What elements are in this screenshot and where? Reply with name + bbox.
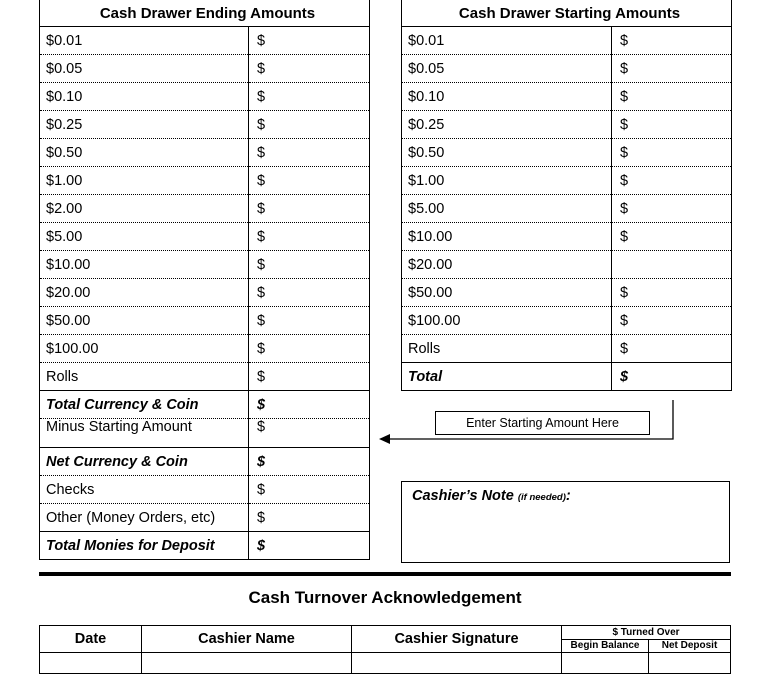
starting-row-label: $0.01	[402, 27, 612, 55]
ending-row-amount[interactable]: $	[249, 27, 370, 55]
ending-row-label: $20.00	[40, 279, 249, 307]
ending-total-amount[interactable]: $	[249, 391, 370, 419]
starting-amounts-table	[401, 0, 732, 391]
ending-row-label: Other (Money Orders, etc)	[40, 504, 249, 532]
ending-row-label: $0.50	[40, 139, 249, 167]
ending-row-amount[interactable]: $	[249, 476, 370, 504]
ending-row-amount[interactable]: $	[249, 504, 370, 532]
ending-row-label: $0.05	[40, 55, 249, 83]
ending-row-amount[interactable]: $	[249, 83, 370, 111]
cashier-note-box[interactable]	[401, 481, 730, 563]
ending-row-amount[interactable]: $	[249, 363, 370, 391]
ack-cashier-name-cell[interactable]	[142, 653, 352, 674]
ack-net-deposit-cell[interactable]	[649, 653, 731, 674]
cashier-note-sub: (if needed)	[517, 492, 566, 503]
starting-row-amount[interactable]: $	[612, 195, 732, 223]
ending-row-label: $0.10	[40, 83, 249, 111]
cashier-note-label	[412, 488, 571, 504]
enter-starting-amount-box[interactable]: Enter Starting Amount Here	[435, 411, 650, 435]
ending-row-amount[interactable]: $	[249, 223, 370, 251]
starting-row-amount[interactable]: $	[612, 27, 732, 55]
starting-row-label: $50.00	[402, 279, 612, 307]
starting-row-amount[interactable]: $	[612, 279, 732, 307]
ending-row-label: Minus Starting Amount	[40, 419, 249, 448]
ending-row-amount[interactable]: $	[249, 307, 370, 335]
ending-row-label: $10.00	[40, 251, 249, 279]
ending-row-label: Checks	[40, 476, 249, 504]
starting-row-label: $0.25	[402, 111, 612, 139]
cashier-note-title: Cashier’s Note	[412, 488, 514, 504]
ack-date-header: Date	[40, 626, 142, 653]
ack-begin-balance-header: Begin Balance	[562, 639, 649, 653]
ending-row-amount[interactable]: $	[249, 55, 370, 83]
ack-begin-balance-cell[interactable]	[562, 653, 649, 674]
ending-row-amount[interactable]: $	[249, 195, 370, 223]
ending-row-amount[interactable]: $	[249, 335, 370, 363]
starting-row-label: $0.10	[402, 83, 612, 111]
ack-cashier-signature-cell[interactable]	[352, 653, 562, 674]
ending-row-amount[interactable]: $	[249, 279, 370, 307]
starting-row-label: $0.05	[402, 55, 612, 83]
starting-table-title: Cash Drawer Starting Amounts	[402, 0, 732, 27]
ack-turned-over-header: $ Turned Over	[562, 626, 731, 640]
starting-row-amount[interactable]: $	[612, 83, 732, 111]
ending-row-label: $2.00	[40, 195, 249, 223]
ending-row-label: $5.00	[40, 223, 249, 251]
starting-total-label: Total	[402, 363, 612, 391]
starting-row-amount[interactable]	[612, 251, 732, 279]
ending-row-amount[interactable]: $	[249, 167, 370, 195]
starting-row-amount[interactable]: $	[612, 167, 732, 195]
starting-row-label: Rolls	[402, 335, 612, 363]
ending-deposit-label: Total Monies for Deposit	[40, 532, 249, 560]
ending-row-amount[interactable]: $	[249, 139, 370, 167]
starting-row-amount[interactable]: $	[612, 335, 732, 363]
ending-total-label: Total Currency & Coin	[40, 391, 249, 419]
starting-row-label: $5.00	[402, 195, 612, 223]
ending-net-label: Net Currency & Coin	[40, 448, 249, 476]
ending-net-amount[interactable]: $	[249, 448, 370, 476]
ending-table-title: Cash Drawer Ending Amounts	[40, 0, 370, 27]
starting-row-amount[interactable]: $	[612, 307, 732, 335]
starting-row-label: $1.00	[402, 167, 612, 195]
starting-row-amount[interactable]: $	[612, 55, 732, 83]
ack-net-deposit-header: Net Deposit	[649, 639, 731, 653]
starting-row-amount[interactable]: $	[612, 139, 732, 167]
starting-row-label: $100.00	[402, 307, 612, 335]
starting-row-label: $20.00	[402, 251, 612, 279]
ending-deposit-amount[interactable]: $	[249, 532, 370, 560]
ending-amounts-table	[39, 0, 370, 560]
ending-row-amount[interactable]: $	[249, 111, 370, 139]
ending-row-label: $50.00	[40, 307, 249, 335]
ack-date-cell[interactable]	[40, 653, 142, 674]
ending-row-amount[interactable]: $	[249, 251, 370, 279]
ack-cashier-signature-header: Cashier Signature	[352, 626, 562, 653]
ending-row-label: $0.01	[40, 27, 249, 55]
starting-row-label: $10.00	[402, 223, 612, 251]
starting-row-amount[interactable]: $	[612, 223, 732, 251]
ack-title: Cash Turnover Acknowledgement	[248, 588, 522, 607]
ending-row-label: Rolls	[40, 363, 249, 391]
ending-row-label: $100.00	[40, 335, 249, 363]
ack-cashier-name-header: Cashier Name	[142, 626, 352, 653]
ack-table	[39, 625, 731, 674]
section-divider	[39, 572, 731, 576]
ending-row-label: $1.00	[40, 167, 249, 195]
cashier-note-colon: :	[565, 488, 571, 504]
starting-total-amount[interactable]: $	[612, 363, 732, 391]
ending-row-label: $0.25	[40, 111, 249, 139]
starting-row-amount[interactable]: $	[612, 111, 732, 139]
starting-row-label: $0.50	[402, 139, 612, 167]
ending-row-amount[interactable]: $	[249, 419, 370, 448]
